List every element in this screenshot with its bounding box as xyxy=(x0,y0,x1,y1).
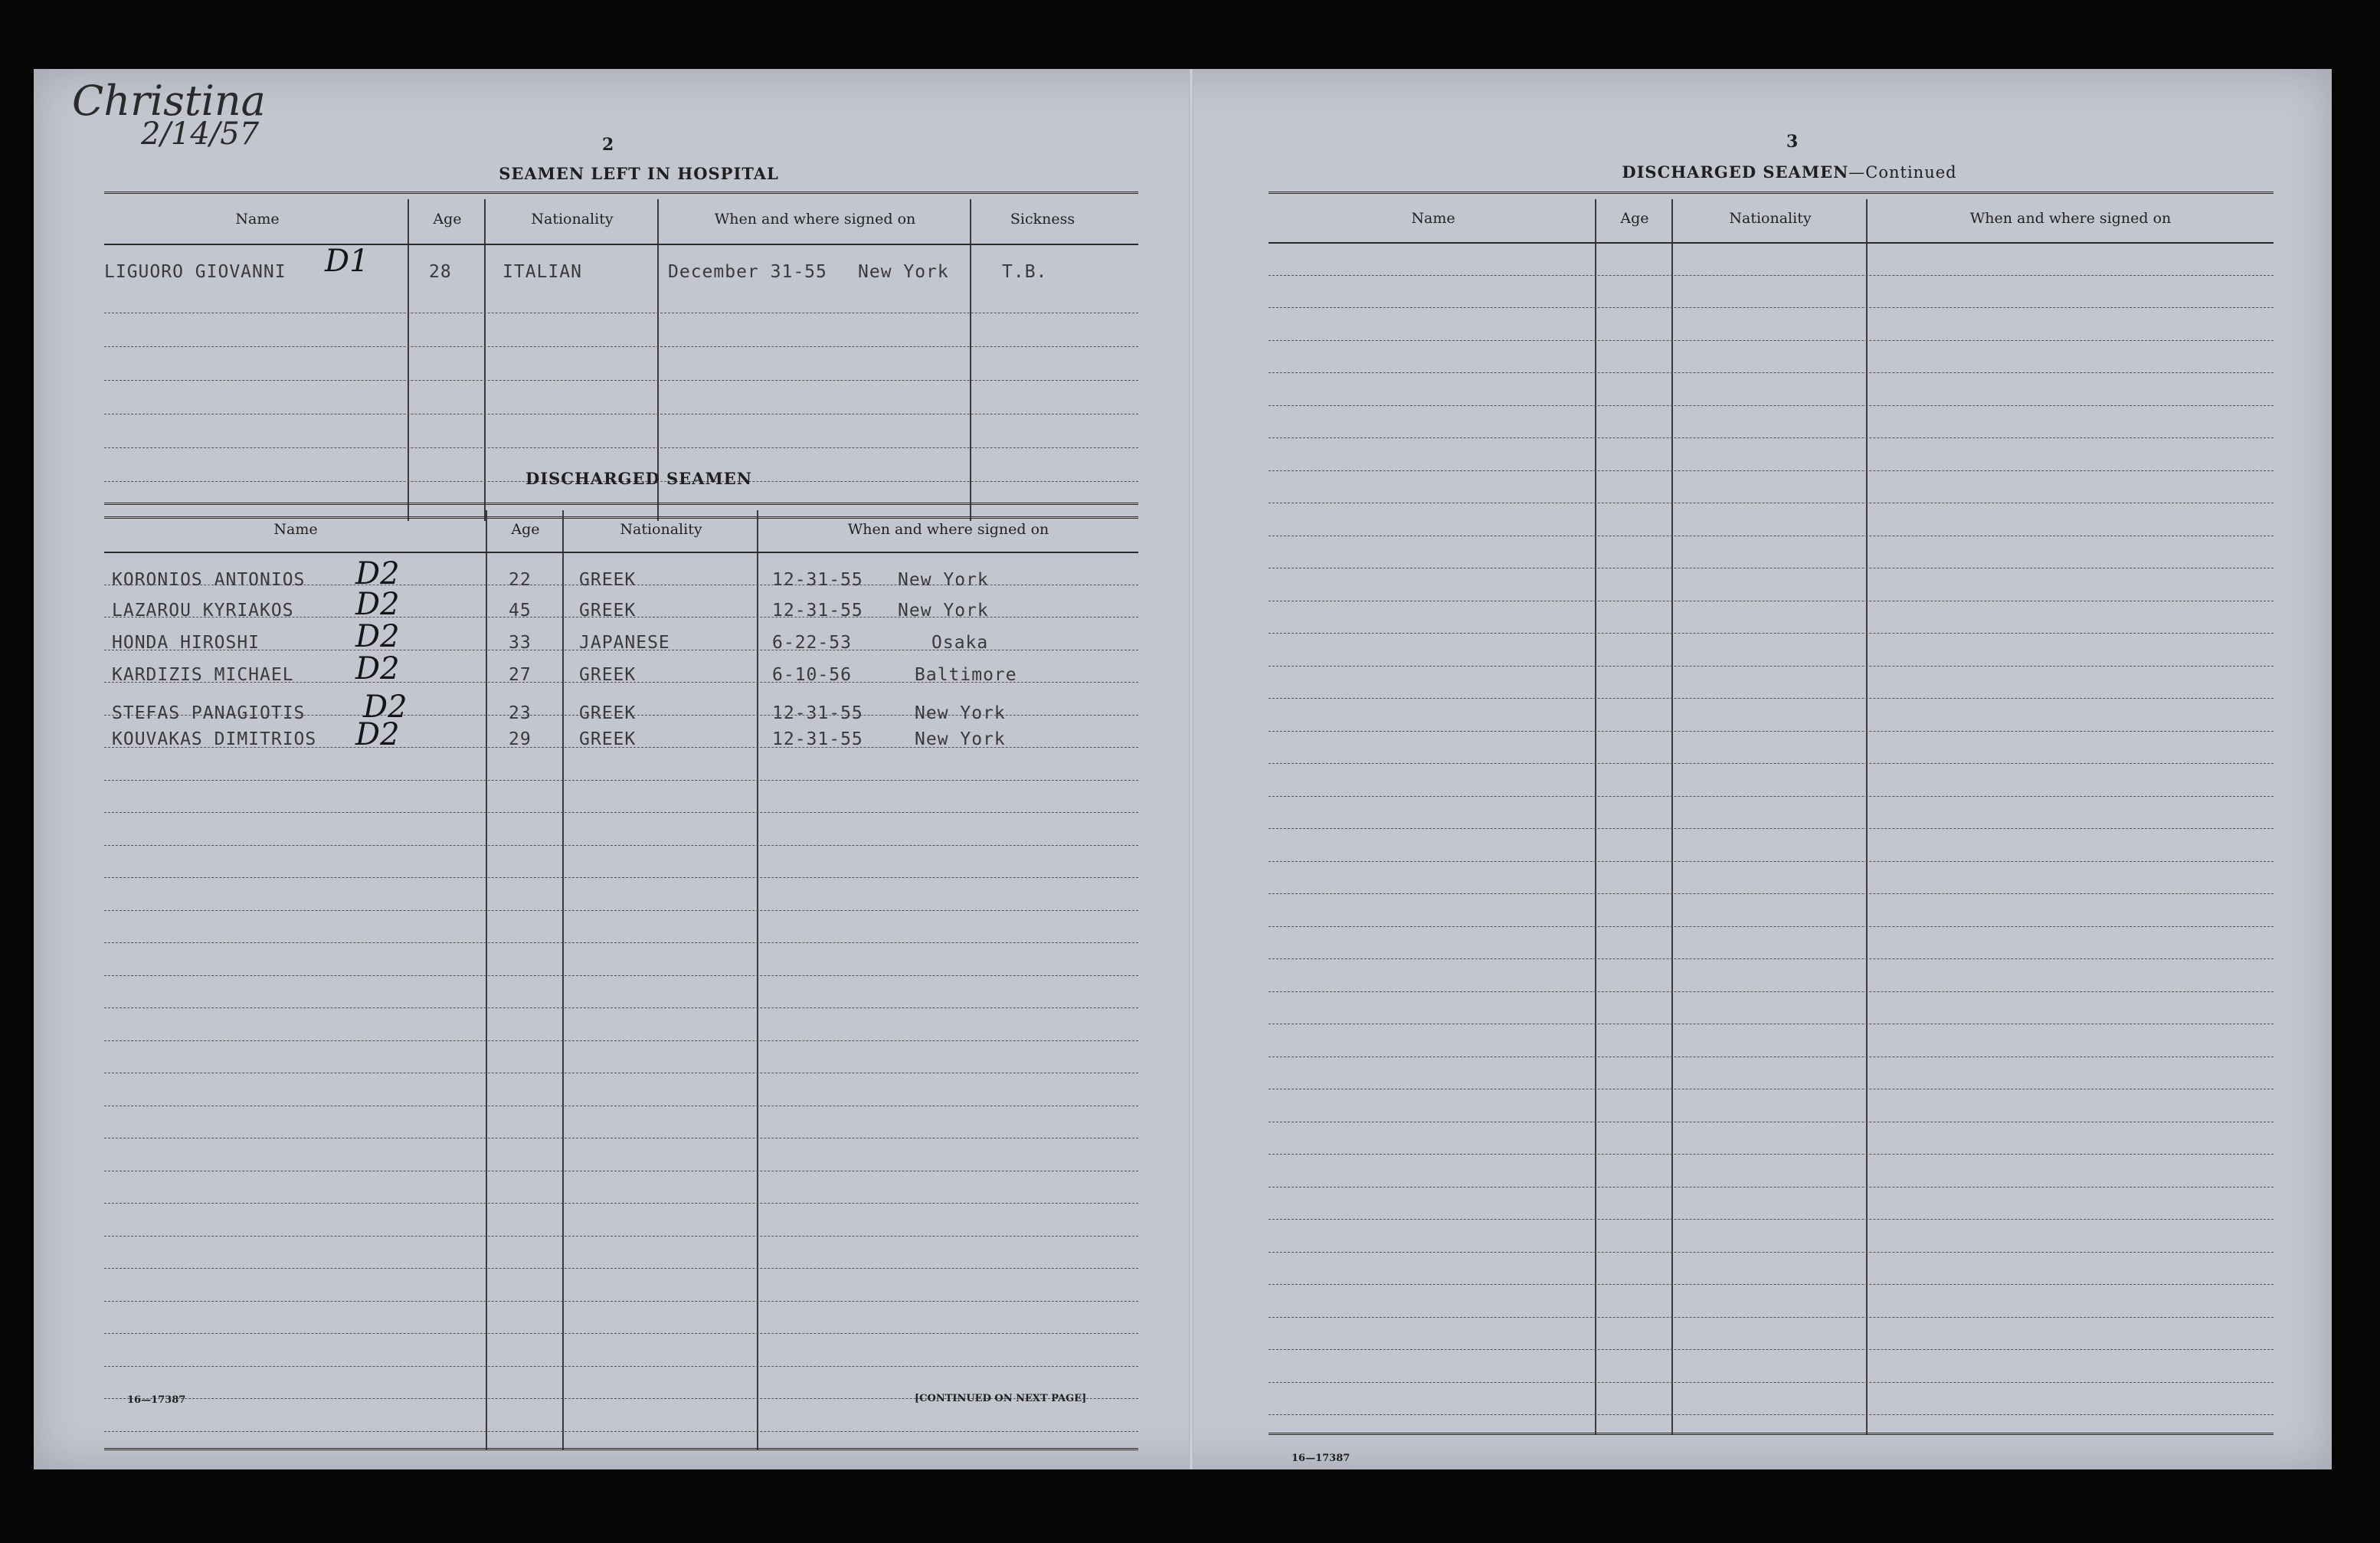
discharged-top-rule xyxy=(104,503,1138,507)
discharged-row-age: 45 xyxy=(509,601,532,621)
row-line xyxy=(1269,1284,2274,1285)
row-line xyxy=(1269,861,2274,862)
discharged-row-mark: D2 xyxy=(355,717,400,752)
row-line xyxy=(1269,275,2274,276)
right-page xyxy=(1192,69,2332,1469)
discharged-row-age: 29 xyxy=(509,729,532,749)
row-line xyxy=(104,1007,1138,1008)
right-bottom-rule xyxy=(1269,1433,2274,1437)
hospital-row-name: LIGUORO GIOVANNI xyxy=(104,262,286,282)
row-line xyxy=(1269,340,2274,341)
row-line xyxy=(104,910,1138,911)
hospital-row-sickness: T.B. xyxy=(1002,262,1048,282)
col-divider xyxy=(757,510,758,1450)
row-line xyxy=(1269,698,2274,699)
discharged-row-nationality: GREEK xyxy=(579,729,637,749)
discharged-row-mark: D2 xyxy=(355,587,400,622)
row-line xyxy=(1269,828,2274,829)
row-line xyxy=(104,1431,1138,1432)
hospital-row-mark: D1 xyxy=(325,244,369,279)
discharged-row-name: STEFAS PANAGIOTIS xyxy=(112,703,306,723)
row-line xyxy=(1269,991,2274,992)
row-line xyxy=(1269,1219,2274,1220)
row-line xyxy=(104,1236,1138,1237)
right-header-rule xyxy=(1269,242,2274,244)
row-line xyxy=(104,780,1138,781)
col-header-nationality: Nationality xyxy=(1729,210,1812,227)
row-line xyxy=(104,1366,1138,1367)
col-header-nationality: Nationality xyxy=(531,211,614,228)
continued-note: [CONTINUED ON NEXT PAGE] xyxy=(915,1393,1087,1404)
discharged-row-where: New York xyxy=(915,729,1006,749)
discharged-row-nationality: GREEK xyxy=(579,703,637,723)
form-number: 16—17387 xyxy=(1291,1453,1350,1464)
discharged-row-mark: D2 xyxy=(363,690,408,725)
page-number: 3 xyxy=(1786,132,1799,152)
col-header-age: Age xyxy=(433,211,462,228)
col-divider xyxy=(408,199,409,521)
row-line xyxy=(104,942,1138,943)
col-header-age: Age xyxy=(1620,210,1649,227)
discharged-row-name: KORONIOS ANTONIOS xyxy=(112,570,306,590)
row-line xyxy=(104,447,1138,448)
row-line xyxy=(1269,666,2274,667)
discharged-row-age: 23 xyxy=(509,703,532,723)
discharged-row-age: 33 xyxy=(509,633,532,653)
col-divider xyxy=(1671,199,1673,1434)
document-sheet xyxy=(34,69,2332,1469)
row-line xyxy=(1269,926,2274,927)
discharged-row-where: Osaka xyxy=(931,633,989,653)
discharged-bottom-rule xyxy=(104,1448,1138,1453)
row-line xyxy=(104,812,1138,813)
left-page xyxy=(34,69,1192,1469)
right-section-title xyxy=(1575,162,2004,182)
discharged-row-where: New York xyxy=(915,703,1006,723)
handwritten-ship-name: Christina xyxy=(72,77,266,125)
col-header-age: Age xyxy=(511,521,540,538)
col-divider xyxy=(1866,199,1868,1434)
row-line xyxy=(1269,1349,2274,1350)
hospital-row-nationality: ITALIAN xyxy=(503,262,582,282)
discharged-row-mark: D2 xyxy=(355,651,400,686)
discharged-row-nationality: GREEK xyxy=(579,570,637,590)
page-number: 2 xyxy=(602,135,614,155)
discharged-row-mark: D2 xyxy=(355,556,400,591)
row-line xyxy=(104,380,1138,381)
col-header-name: Name xyxy=(235,211,280,228)
row-line xyxy=(1269,470,2274,471)
row-line xyxy=(104,1040,1138,1041)
discharged-row-nationality: GREEK xyxy=(579,601,637,621)
discharged-row-where: New York xyxy=(898,570,989,590)
row-line xyxy=(1269,796,2274,797)
col-header-when-where: When and where signed on xyxy=(714,211,916,228)
discharged-row-name: LAZAROU KYRIAKOS xyxy=(112,601,294,621)
discharged-row-when: 12-31-55 xyxy=(772,729,863,749)
row-line xyxy=(104,1301,1138,1302)
discharged-section-title: DISCHARGED SEAMEN xyxy=(525,469,752,488)
col-divider xyxy=(1595,199,1596,1434)
row-line xyxy=(1269,731,2274,732)
row-line xyxy=(1269,1382,2274,1383)
hospital-section-title: SEAMEN LEFT IN HOSPITAL xyxy=(499,164,779,183)
discharged-row-age: 22 xyxy=(509,570,532,590)
col-header-sickness: Sickness xyxy=(1010,211,1075,228)
discharged-row-where: New York xyxy=(898,601,989,621)
discharged-row-mark: D2 xyxy=(355,619,400,654)
row-line xyxy=(1269,372,2274,373)
row-line xyxy=(1269,1414,2274,1415)
col-divider xyxy=(486,510,487,1450)
col-header-when-where: When and where signed on xyxy=(1969,210,2172,227)
discharged-row-when: 12-31-55 xyxy=(772,601,863,621)
row-line xyxy=(1269,893,2274,894)
col-header-name: Name xyxy=(273,521,318,538)
col-header-name: Name xyxy=(1411,210,1455,227)
form-number: 16—17387 xyxy=(127,1394,186,1406)
handwritten-date: 2/14/57 xyxy=(141,116,260,152)
discharged-row-name: KARDIZIS MICHAEL xyxy=(112,665,294,685)
row-line xyxy=(104,1333,1138,1334)
hospital-row-age: 28 xyxy=(429,262,452,282)
right-section-title-main: DISCHARGED SEAMEN xyxy=(1622,162,1849,182)
row-line xyxy=(104,975,1138,976)
row-line xyxy=(1269,437,2274,438)
discharged-row-when: 12-31-55 xyxy=(772,703,863,723)
right-top-rule xyxy=(1269,192,2274,196)
discharged-row-nationality: GREEK xyxy=(579,665,637,685)
discharged-row-when: 6-10-56 xyxy=(772,665,852,685)
row-line xyxy=(1269,1252,2274,1253)
row-line xyxy=(1269,1187,2274,1188)
hospital-row-where: New York xyxy=(858,262,949,282)
row-line xyxy=(1269,1317,2274,1318)
right-section-title-suffix: —Continued xyxy=(1848,163,1957,182)
discharged-row-age: 27 xyxy=(509,665,532,685)
discharged-header-rule xyxy=(104,552,1138,553)
hospital-header-rule xyxy=(104,244,1138,245)
row-line xyxy=(1269,763,2274,764)
row-line xyxy=(1269,307,2274,308)
col-header-nationality: Nationality xyxy=(620,521,702,538)
hospital-top-rule xyxy=(104,192,1138,196)
row-line xyxy=(1269,1154,2274,1155)
discharged-row-when: 12-31-55 xyxy=(772,570,863,590)
row-line xyxy=(104,346,1138,347)
row-line xyxy=(104,877,1138,878)
row-line xyxy=(104,1268,1138,1269)
discharged-row-name: HONDA HIROSHI xyxy=(112,633,260,653)
row-line xyxy=(104,1203,1138,1204)
row-line xyxy=(1269,405,2274,406)
col-divider xyxy=(562,510,564,1450)
row-line xyxy=(1269,958,2274,959)
hospital-row-when: December 31-55 xyxy=(668,262,827,282)
col-divider xyxy=(970,199,971,521)
discharged-row-where: Baltimore xyxy=(915,665,1017,685)
discharged-row-nationality: JAPANESE xyxy=(579,633,670,653)
row-line xyxy=(104,845,1138,846)
discharged-row-when: 6-22-53 xyxy=(772,633,852,653)
discharged-row-name: KOUVAKAS DIMITRIOS xyxy=(112,729,317,749)
col-header-when-where: When and where signed on xyxy=(847,521,1049,538)
row-line xyxy=(1269,633,2274,634)
